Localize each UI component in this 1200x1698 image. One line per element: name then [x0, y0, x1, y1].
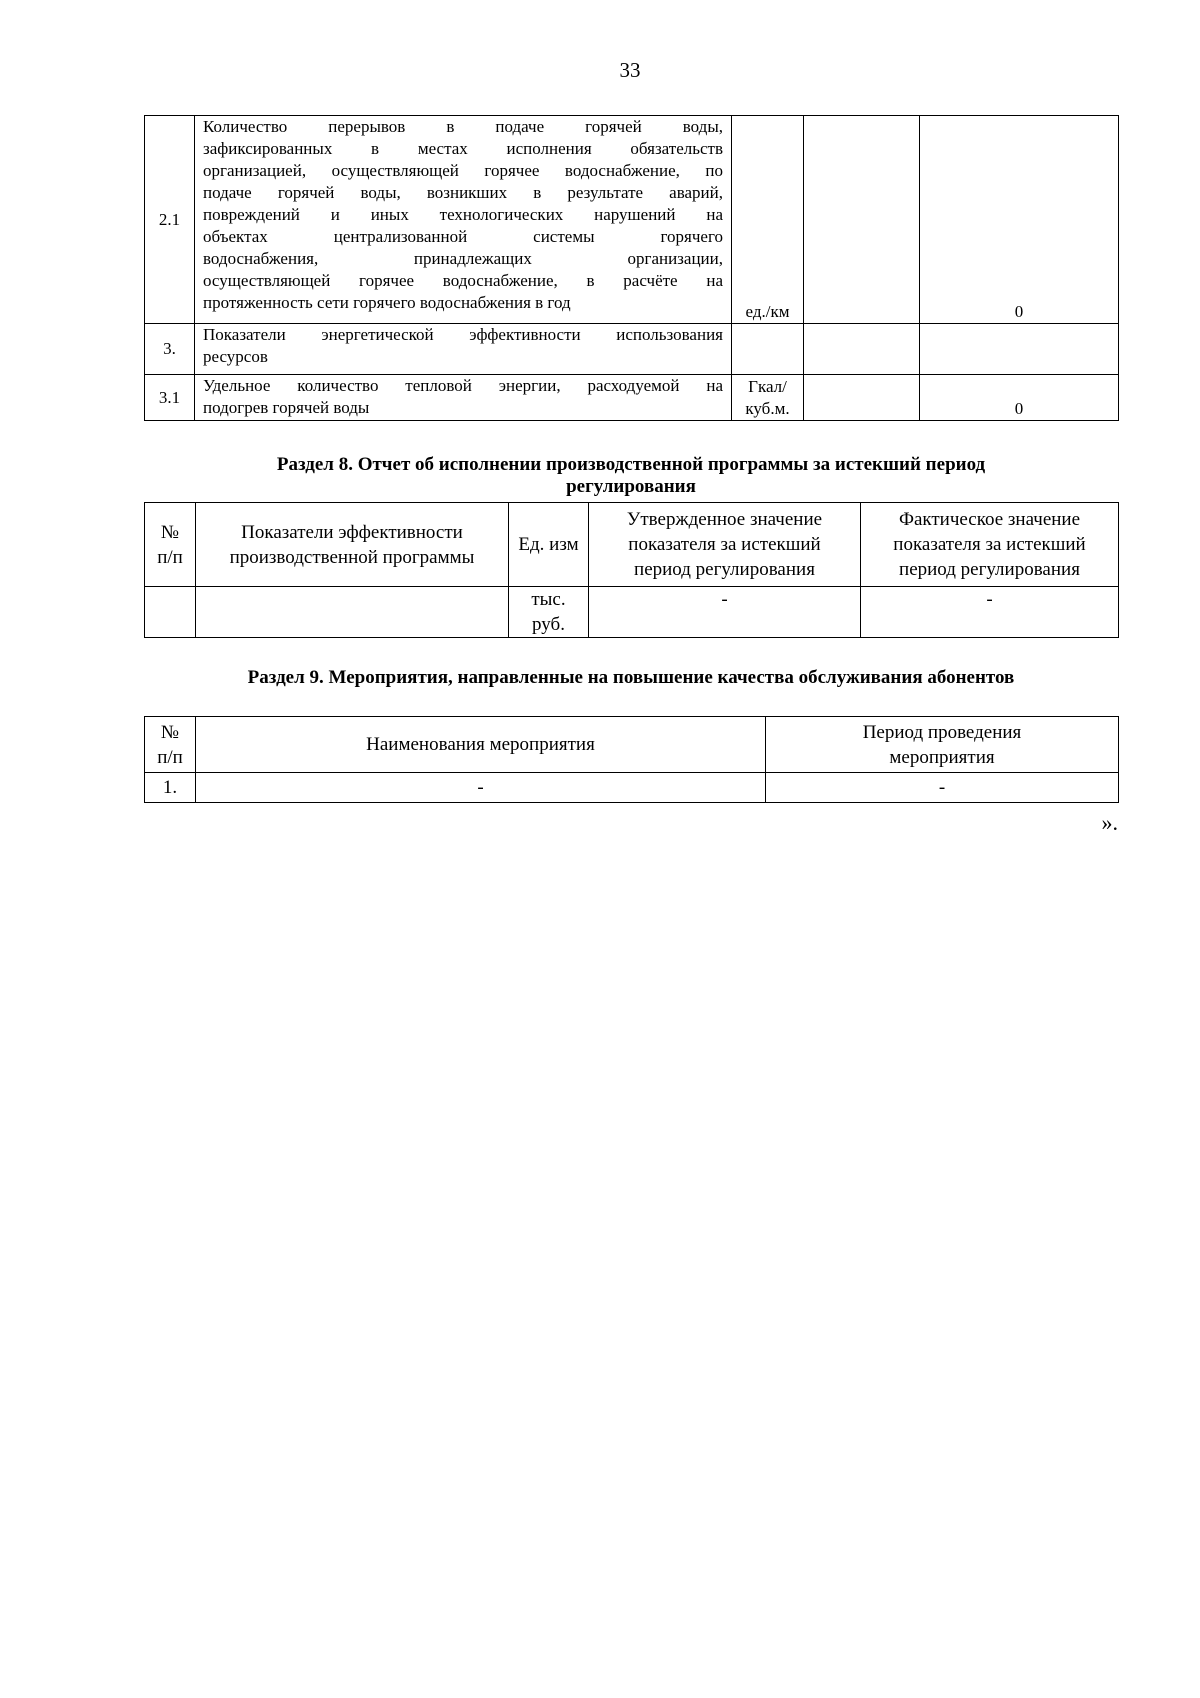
row-number: 3.	[145, 324, 195, 375]
indicator-line: организацией, осуществляющей горячее водоснабжение, по	[203, 161, 723, 180]
header-line: №	[160, 521, 180, 543]
unit-line: Гкал/	[748, 377, 787, 396]
actual-value: -	[861, 587, 1119, 638]
indicator-line: ресурсов	[203, 347, 268, 366]
table-row	[145, 587, 1119, 638]
indicator-text	[195, 324, 732, 375]
indicator-line: подаче горячей воды, возникших в результате аварий,	[203, 183, 723, 202]
unit-cell	[509, 587, 589, 638]
header-line: показателя за истекший	[893, 534, 1086, 555]
table-header-row	[145, 717, 1119, 773]
header-line: Утвержденное значение	[626, 509, 823, 530]
indicator-line: Количество перерывов в подаче горячей воды,	[203, 117, 723, 136]
table-row	[145, 116, 1119, 324]
indicators-table	[144, 115, 1119, 421]
header-indicators	[196, 503, 509, 587]
table-header-row	[145, 503, 1119, 587]
indicator-line: водоснабжения, принадлежащих организации,	[203, 249, 723, 268]
row-number: 2.1	[145, 116, 195, 324]
unit-line: тыс.	[531, 589, 566, 610]
indicator-line: зафиксированных в местах исполнения обязательств	[203, 139, 723, 158]
indicator-line: объектах централизованной системы горячего	[203, 227, 723, 246]
header-num	[145, 503, 196, 587]
unit-line: руб.	[532, 614, 565, 635]
value-cell	[920, 324, 1119, 375]
indicator-line: повреждений и иных технологических нарушений на	[203, 205, 723, 224]
header-line: показателя за истекший	[628, 534, 821, 555]
table-row	[145, 773, 1119, 803]
section8-title-line: регулирования	[566, 476, 696, 497]
measure-name-cell: -	[196, 773, 766, 803]
unit-cell	[732, 375, 804, 421]
section8-title-line: Раздел 8. Отчет об исполнении производственной программы за истекший период	[276, 454, 986, 475]
header-line: №	[160, 721, 180, 743]
unit-cell	[732, 324, 804, 375]
header-approved	[589, 503, 861, 587]
section8-title	[144, 454, 1118, 498]
page-number: 33	[619, 58, 641, 82]
unit-line: куб.м.	[745, 399, 790, 418]
row-number	[145, 587, 196, 638]
indicator-cell	[196, 587, 509, 638]
header-line: п/п	[157, 746, 183, 768]
empty-cell	[804, 324, 920, 375]
indicator-line: подогрев горячей воды	[203, 398, 370, 417]
header-line: производственной программы	[229, 546, 475, 568]
indicator-line: протяженность сети горячего водоснабжения в год	[203, 293, 571, 312]
closing-quote-mark: ».	[1101, 810, 1118, 835]
header-line: Фактическое значение	[898, 509, 1081, 530]
table-row	[145, 375, 1119, 421]
table-row	[145, 324, 1119, 375]
header-line: мероприятия	[889, 746, 995, 768]
indicator-text	[195, 116, 732, 324]
row-number: 1.	[145, 773, 196, 803]
period-cell: -	[766, 773, 1119, 803]
header-period	[766, 717, 1119, 773]
header-line: период регулирования	[634, 559, 815, 580]
header-num	[145, 717, 196, 773]
unit-cell: ед./км	[732, 116, 804, 324]
empty-cell	[804, 375, 920, 421]
header-measure-name: Наименования мероприятия	[196, 717, 766, 773]
header-line: п/п	[157, 546, 183, 568]
header-line: Показатели эффективности	[241, 521, 463, 543]
section9-title: Раздел 9. Мероприятия, направленные на повышение качества обслуживания абонентов	[247, 667, 1015, 688]
value-cell: 0	[920, 116, 1119, 324]
value-cell: 0	[920, 375, 1119, 421]
customer-service-measures-table	[144, 716, 1119, 803]
header-actual	[861, 503, 1119, 587]
header-line: период регулирования	[899, 559, 1080, 580]
approved-value: -	[589, 587, 861, 638]
row-number: 3.1	[145, 375, 195, 421]
production-program-report-table	[144, 502, 1119, 638]
header-line: Период проведения	[862, 721, 1022, 743]
header-unit: Ед. изм	[509, 503, 589, 587]
indicator-line: Удельное количество тепловой энергии, расходуемой на	[203, 376, 723, 395]
indicator-line: Показатели энергетической эффективности использования	[203, 325, 723, 344]
empty-cell	[804, 116, 920, 324]
indicator-line: осуществляющей горячее водоснабжение, в расчёте на	[203, 271, 723, 290]
indicator-text	[195, 375, 732, 421]
